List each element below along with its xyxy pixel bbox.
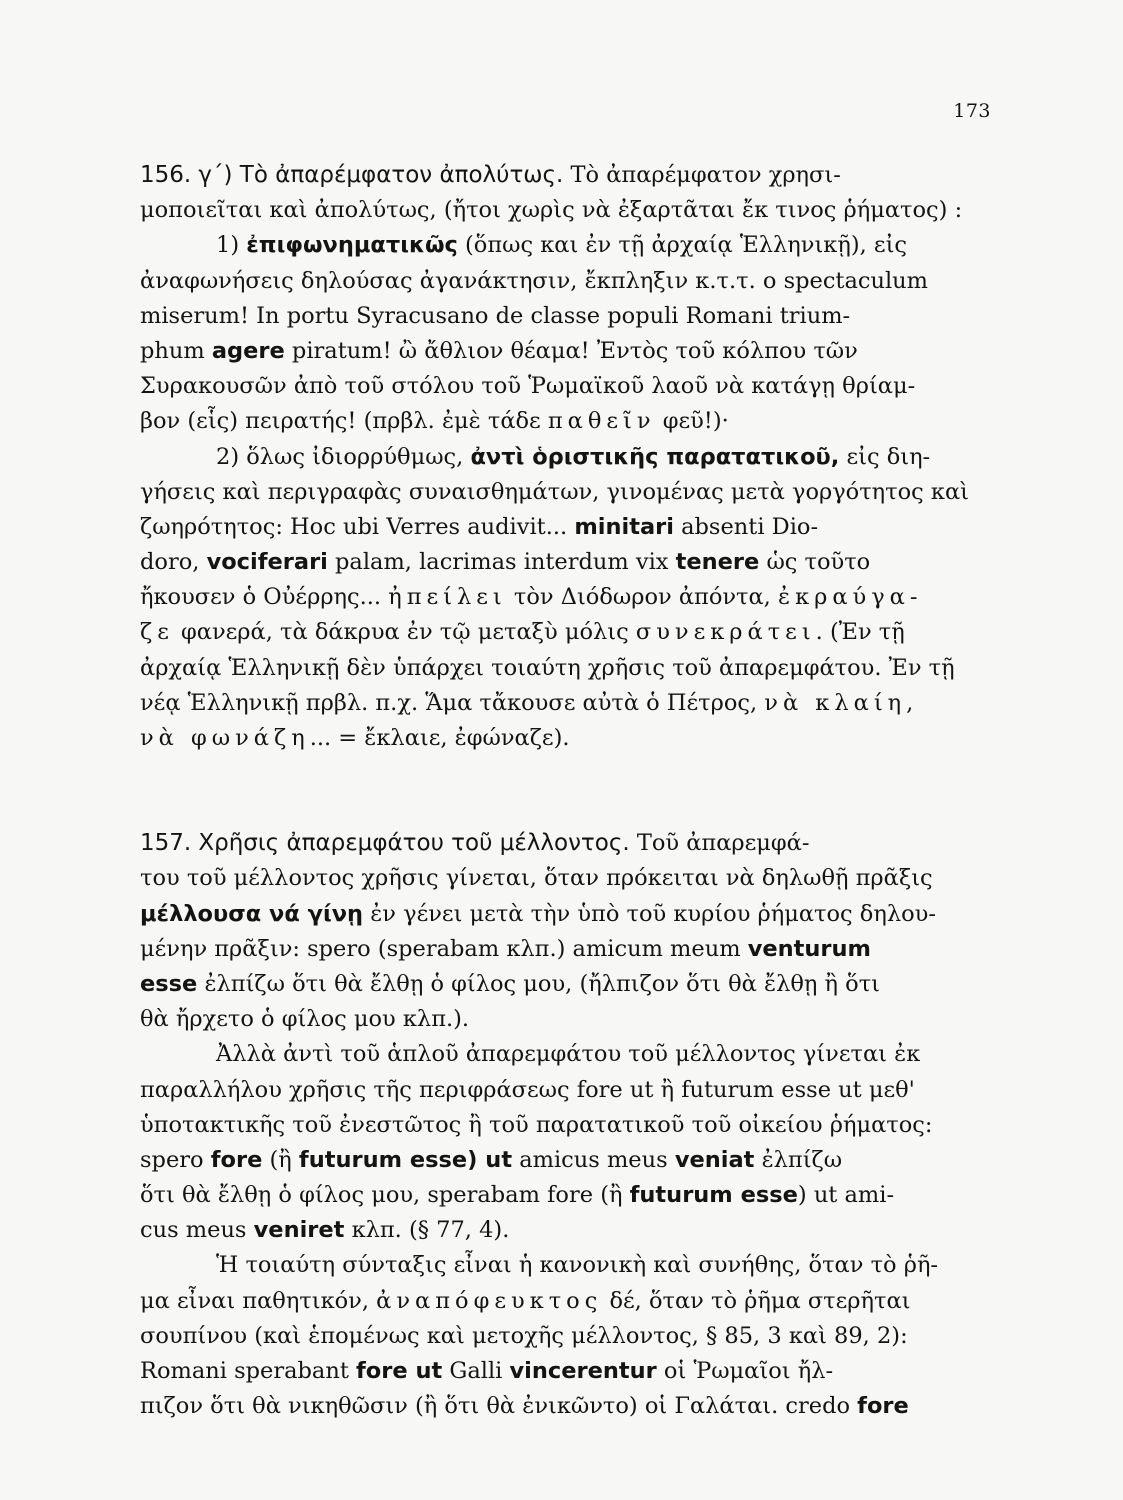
text-line: παραλλήλου χρῆσις τῆς περιφράσεως fore ut ἢ futurum esse ut μεθ' bbox=[140, 1076, 915, 1103]
text-span: φεῦ!)· bbox=[655, 408, 729, 435]
text-span: ὡς τοῦτο bbox=[759, 549, 871, 576]
text-span: phum bbox=[140, 337, 212, 364]
text-span: ἐλπίζω ὅτι θὰ ἔλθῃ ὁ φίλος μου, (ἤλπιζον ὅτι θὰ ἔλθῃ ἢ ὅτι bbox=[197, 970, 880, 997]
spaced-term: ἠπείλει bbox=[388, 584, 507, 611]
text-line bbox=[140, 826, 988, 861]
text-span: (ὅπως και ἐν τῇ ἀρχαίᾳ Ἑλληνικῇ), εἰς bbox=[457, 232, 907, 259]
bold-term: veniret bbox=[253, 1217, 345, 1244]
bold-term: vincerentur bbox=[509, 1358, 657, 1384]
text-span: μα εἶναι παθητικόν, bbox=[140, 1287, 377, 1314]
text-line: σουπίνου (καὶ ἑπομένως καὶ μετοχῆς μέλλοντος, § 85, 3 καὶ 89, 2): bbox=[140, 1322, 908, 1349]
text-line bbox=[140, 228, 988, 263]
text-line: ὑποτακτικῆς τοῦ ἐνεστῶτος ἢ τοῦ παρατατικοῦ τοῦ οἰκείου ῥήματος: bbox=[140, 1111, 933, 1138]
text-line bbox=[140, 440, 988, 475]
text-span: (ἢ bbox=[262, 1146, 299, 1173]
page-body bbox=[140, 158, 988, 1424]
text-span: spero bbox=[140, 1146, 211, 1173]
text-line: Ἡ τοιαύτη σύνταξις εἶναι ἡ κανονικὴ καὶ συνήθης, ὅταν τὸ ῥῆ- bbox=[216, 1252, 939, 1279]
text-span: πιζον ὅτι θὰ νικηθῶσιν (ἢ ὅτι θὰ ἐνικῶντο) οἱ Γαλάται. credo bbox=[140, 1393, 858, 1420]
text-line bbox=[140, 932, 988, 967]
text-span: piratum! ὢ ἄθλιον θέαμα! Ἐντὸς τοῦ κόλπου τῶν bbox=[284, 337, 858, 364]
text-span: Τοῦ ἀπαρεμφά- bbox=[636, 830, 810, 857]
text-span: ἐλπίζω bbox=[754, 1146, 843, 1173]
text-span: ἐν γένει μετὰ τὴν ὑπὸ τοῦ κυρίου ῥήματος δηλου- bbox=[363, 900, 936, 927]
bold-term: tenere bbox=[675, 549, 760, 576]
text-line bbox=[140, 580, 988, 615]
text-span: ὅτι θὰ ἔλθῃ ὁ φίλος μου, sperabam fore (ἢ bbox=[140, 1182, 630, 1209]
text-span: cus meus bbox=[140, 1217, 254, 1244]
spaced-term: νὰ κλαίη, bbox=[764, 689, 919, 716]
text-span: ζωηρότητος: Hoc ubi Verres audivit... bbox=[140, 513, 575, 540]
text-span: νέᾳ Ἑλληνικῇ πρβλ. π.χ. Ἅμα τἄκουσε αὐτὰ ὁ Πέτρος, bbox=[140, 689, 765, 716]
text-span: ) ut ami- bbox=[797, 1182, 895, 1209]
text-span: μένην πρᾶξιν: spero (sperabam κλπ.) amicum meum bbox=[140, 935, 748, 962]
text-line bbox=[140, 1389, 988, 1424]
text-span: τὸν Διόδωρον ἀπόντα, bbox=[506, 584, 778, 611]
text-span: Romani sperabant bbox=[140, 1358, 357, 1384]
bold-term: ἐπιφωνηματικῶς bbox=[246, 232, 458, 259]
text-line: Συρακουσῶν ἀπὸ τοῦ στόλου τοῦ Ῥωμαϊκοῦ λαοῦ νὰ κατάγῃ θρίαμ- bbox=[140, 373, 916, 400]
text-line bbox=[140, 1284, 988, 1319]
text-line bbox=[140, 545, 988, 580]
bold-term: venturum bbox=[747, 935, 871, 962]
text-span: οἱ Ῥωμαῖοι ἤλ- bbox=[656, 1358, 834, 1384]
text-line: miserum! In portu Syracusano de classe populi Romani trium- bbox=[140, 302, 851, 329]
section-number: 157. bbox=[140, 830, 192, 857]
text-line bbox=[140, 615, 988, 650]
text-span: κλπ. (§ 77, 4). bbox=[344, 1217, 510, 1244]
section-157 bbox=[140, 826, 988, 1424]
text-span: δέ, ὅταν τὸ ῥῆμα στερῆται bbox=[602, 1287, 911, 1314]
text-line: Ἀλλὰ ἀντὶ τοῦ ἁπλοῦ ἀπαρεμφάτου τοῦ μέλλοντος γίνεται ἐκ bbox=[216, 1041, 921, 1068]
section-gap bbox=[140, 756, 988, 826]
bold-term: fore bbox=[857, 1393, 909, 1420]
spaced-term: συνεκράτει bbox=[635, 619, 816, 646]
page-number: 173 bbox=[953, 100, 991, 122]
text-line bbox=[140, 1213, 988, 1248]
section-title: γ΄) Τὸ ἀπαρέμφατον ἀπολύτως. bbox=[198, 162, 564, 188]
text-line bbox=[140, 334, 988, 369]
bold-term: esse bbox=[140, 970, 198, 997]
section-title: Χρῆσις ἀπαρεμφάτου τοῦ μέλλοντος. bbox=[198, 830, 630, 857]
text-span: εἰς διη- bbox=[839, 443, 931, 470]
text-span: βον (εἷς) πειρατής! (πρβλ. ἐμὲ τάδε bbox=[140, 408, 548, 435]
bold-term: futurum esse bbox=[629, 1182, 798, 1209]
section-156 bbox=[140, 158, 988, 756]
spaced-term: ζε bbox=[140, 619, 174, 646]
text-span: φανερά, τὰ δάκρυα ἐν τῷ μεταξὺ μόλις bbox=[173, 619, 636, 646]
text-span: 2) ὅλως ἰδιορρύθμως, bbox=[216, 443, 471, 470]
bold-term: futurum esse) ut bbox=[298, 1146, 513, 1173]
bold-term: ἀντὶ ὁριστικῆς παρατατικοῦ, bbox=[470, 443, 840, 470]
text-span: Galli bbox=[442, 1358, 510, 1384]
text-span: Τὸ ἀπαρέμφατον χρησι- bbox=[570, 162, 841, 188]
bold-term: minitari bbox=[574, 513, 674, 540]
text-line bbox=[140, 897, 988, 932]
text-span: absenti Dio- bbox=[673, 513, 819, 540]
bold-term: μέλλουσα νά γίνῃ bbox=[140, 900, 364, 927]
text-line bbox=[140, 510, 988, 545]
text-line bbox=[140, 1354, 988, 1389]
text-span: ... = ἔκλαιε, ἐφώναζε). bbox=[309, 725, 570, 751]
spaced-term: νὰ φωνάζη bbox=[140, 725, 310, 751]
spaced-term: ἀναπόφευκτος bbox=[376, 1287, 603, 1314]
text-line: ἀρχαίᾳ Ἑλληνικῇ δὲν ὑπάρχει τοιαύτη χρῆσις τοῦ ἀπαρεμφάτου. Ἐν τῇ bbox=[140, 654, 955, 681]
bold-term: fore ut bbox=[356, 1358, 443, 1384]
bold-term: agere bbox=[211, 337, 285, 364]
bold-term: veniat bbox=[674, 1146, 755, 1173]
bold-term: fore bbox=[210, 1146, 263, 1173]
text-line bbox=[140, 1178, 988, 1213]
section-number: 156. bbox=[140, 162, 192, 188]
text-span: doro, bbox=[140, 549, 207, 576]
text-span: . (Ἐν τῇ bbox=[815, 619, 905, 646]
text-line bbox=[140, 1143, 988, 1178]
text-line bbox=[140, 158, 988, 193]
spaced-term: παθεῖν bbox=[547, 408, 656, 435]
text-span: palam, lacrimas interdum vix bbox=[327, 549, 676, 576]
text-span: 1) bbox=[216, 232, 247, 259]
text-line: μοποιεῖται καὶ ἀπολύτως, (ἤτοι χωρὶς νὰ ἐξαρτᾶται ἔκ τινος ῥήματος) : bbox=[140, 197, 963, 224]
bold-term: vociferari bbox=[206, 549, 328, 576]
text-line bbox=[140, 721, 988, 756]
text-span: amicus meus bbox=[512, 1146, 675, 1173]
text-line bbox=[140, 404, 988, 439]
text-line: ἀναφωνήσεις δηλούσας ἀγανάκτησιν, ἔκπληξιν κ.τ.τ. o spectaculum bbox=[140, 267, 929, 294]
text-line: του τοῦ μέλλοντος χρῆσις γίνεται, ὅταν πρόκειται νὰ δηλωθῇ πρᾶξις bbox=[140, 865, 933, 892]
text-line bbox=[140, 686, 988, 721]
text-line bbox=[140, 967, 988, 1002]
spaced-term: ἐκραύγα- bbox=[778, 584, 923, 611]
text-line: γήσεις καὶ περιγραφὰς συναισθημάτων, γινομένας μετὰ γοργότητος καὶ bbox=[140, 478, 969, 505]
text-span: ἤκουσεν ὁ Οὐέρρης... bbox=[140, 584, 389, 611]
text-line: θὰ ἤρχετο ὁ φίλος μου κλπ.). bbox=[140, 1006, 470, 1033]
